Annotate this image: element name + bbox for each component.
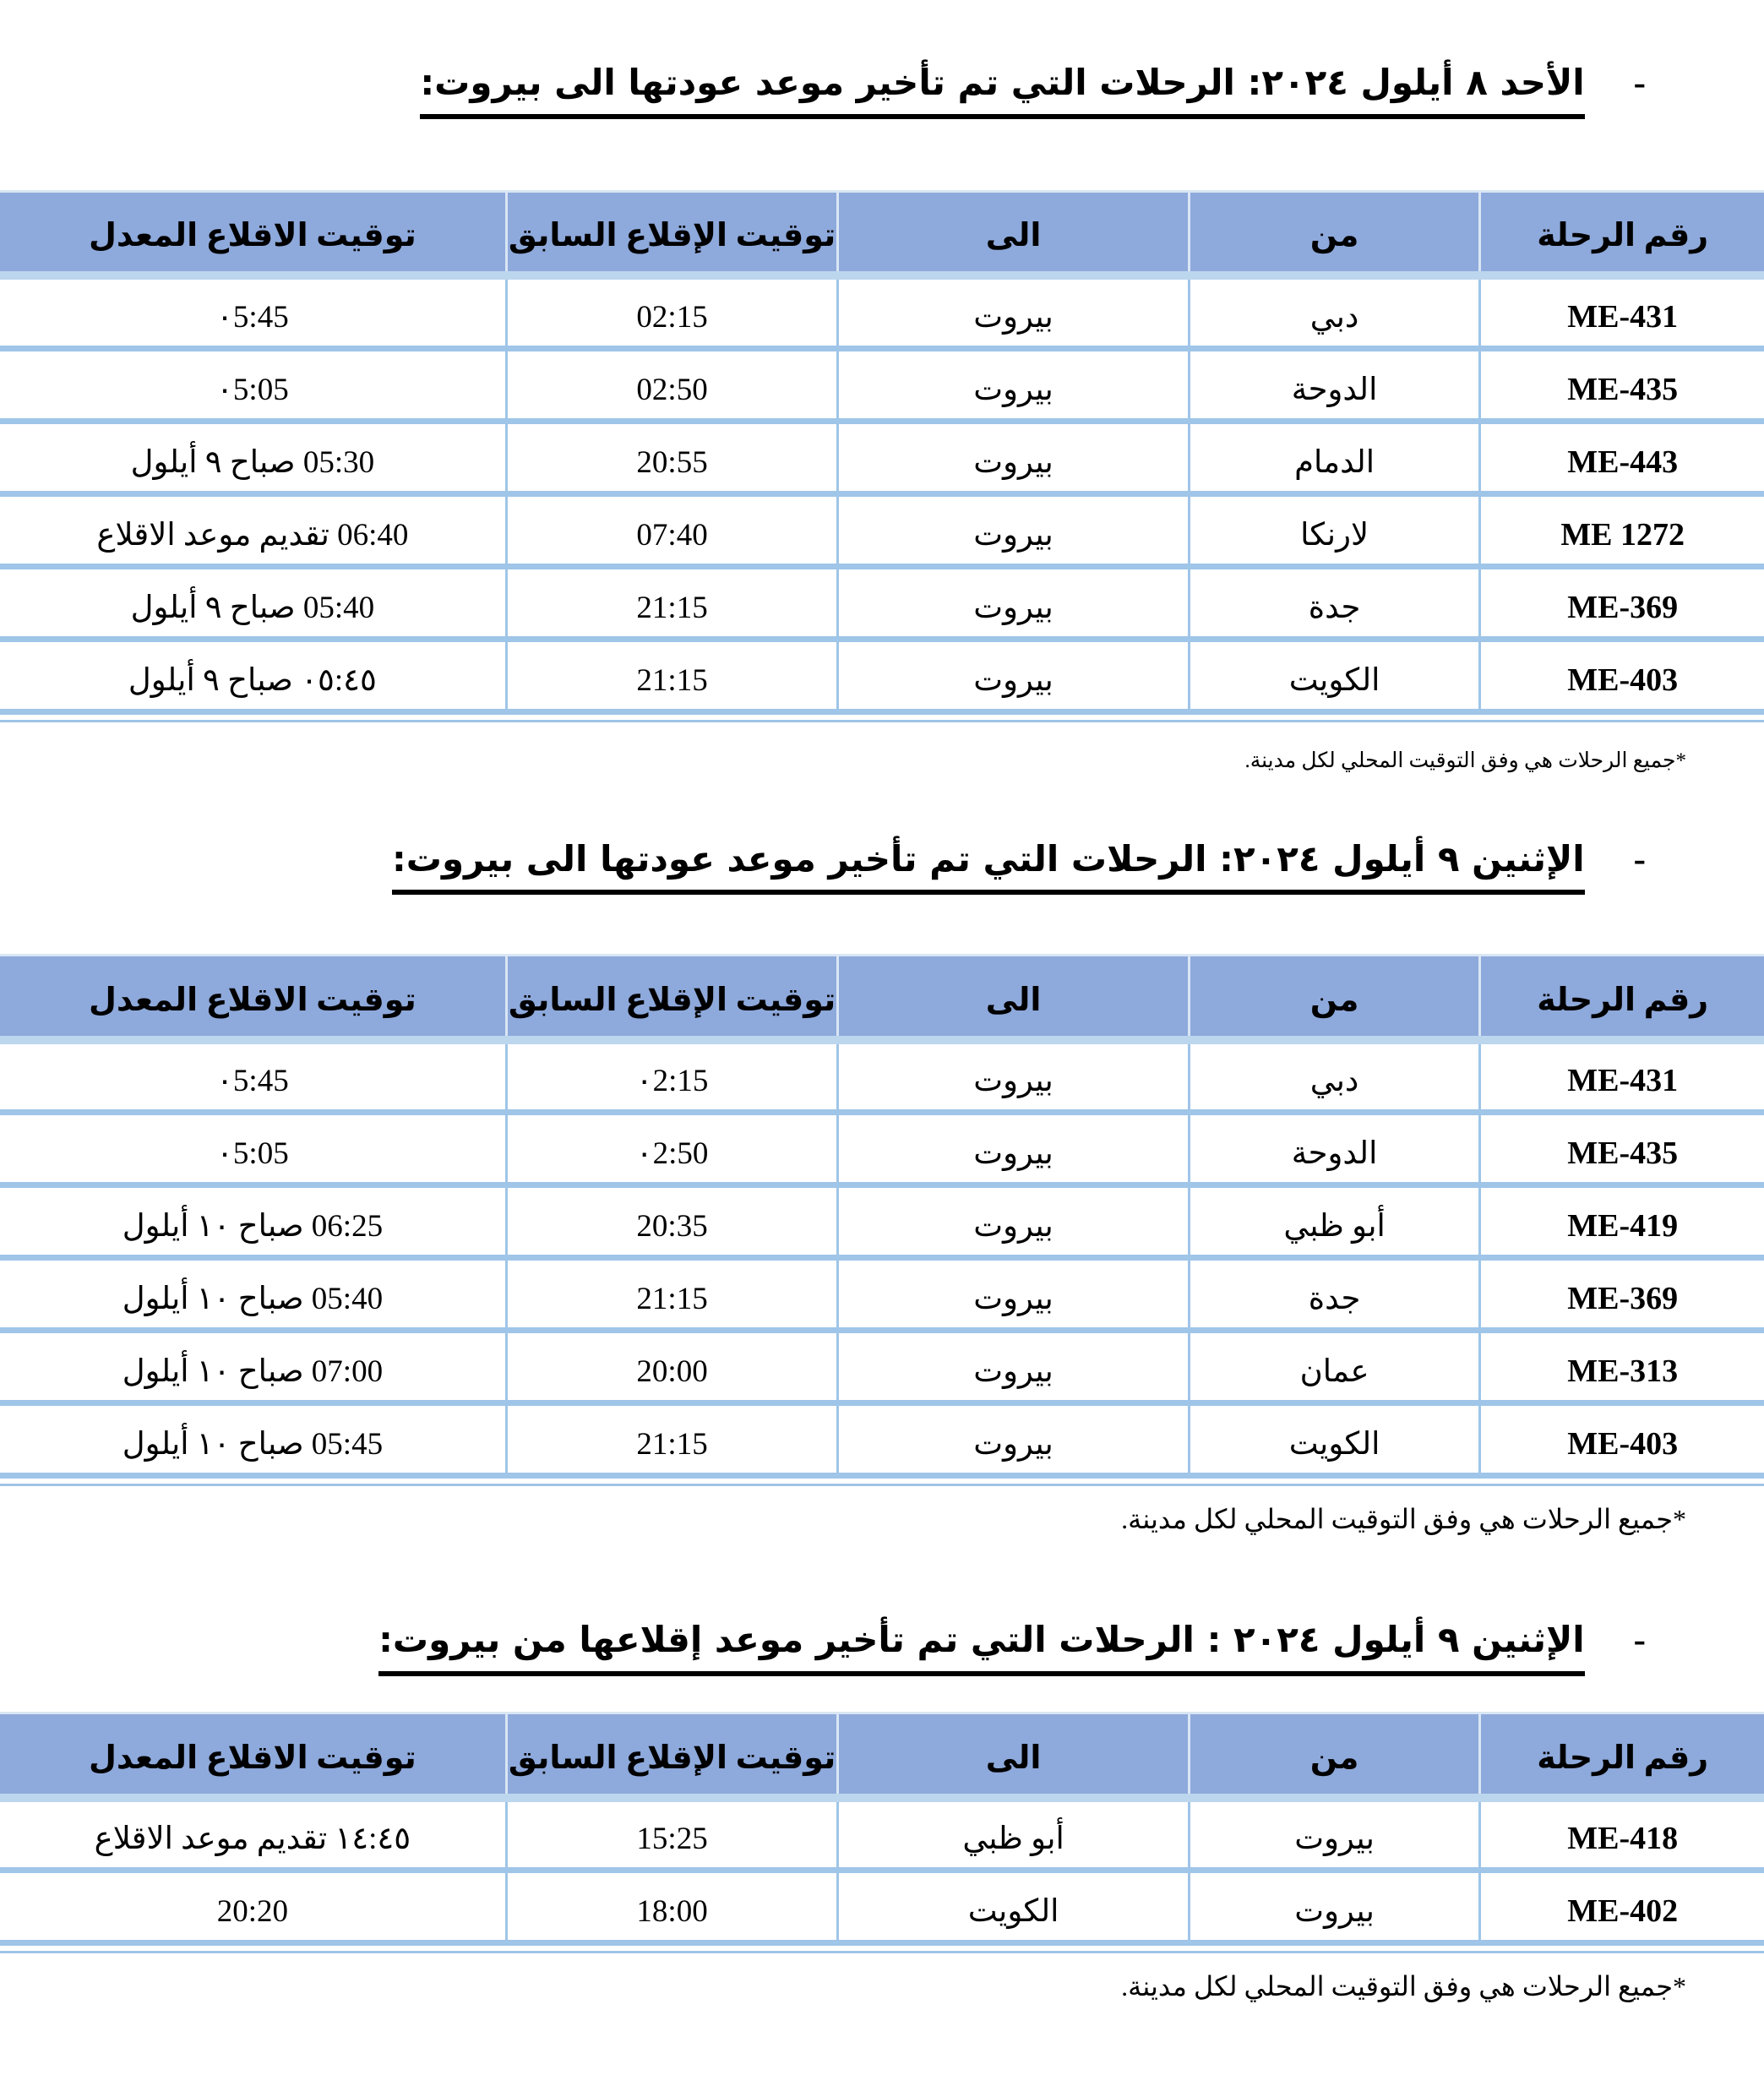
modified-time-cell: 05:40 صباح ١٠ أيلول bbox=[0, 1258, 506, 1331]
flight-number-cell: ME-402 bbox=[1480, 1871, 1764, 1943]
to-cell: بيروت bbox=[838, 1185, 1190, 1258]
to-cell: بيروت bbox=[838, 493, 1190, 566]
modified-time-cell: ٠5:05 bbox=[0, 348, 506, 421]
table-row bbox=[0, 1258, 1764, 1331]
table-row bbox=[0, 1403, 1764, 1476]
from-cell: لارنكا bbox=[1189, 493, 1480, 566]
from-cell: بيروت bbox=[1189, 1871, 1480, 1943]
bullet-dash: - bbox=[1633, 1620, 1646, 1661]
from-cell: الكويت bbox=[1189, 639, 1480, 711]
table-row bbox=[0, 348, 1764, 421]
table-row bbox=[0, 1331, 1764, 1403]
to-cell: بيروت bbox=[838, 348, 1190, 421]
flight-number-cell: ME-403 bbox=[1480, 639, 1764, 711]
previous-time-cell: 02:50 bbox=[506, 348, 838, 421]
flights-table-1 bbox=[0, 190, 1764, 715]
from-cell: دبي bbox=[1189, 1040, 1480, 1113]
previous-time-cell: 20:35 bbox=[506, 1185, 838, 1258]
section-1-title: الأحد ٨ أيلول ٢٠٢٤: الرحلات التي تم تأخير موعد عودتها الى بيروت: bbox=[420, 59, 1584, 119]
modified-time-cell: 06:25 صباح ١٠ أيلول bbox=[0, 1185, 506, 1258]
flights-table-3-wrap bbox=[0, 1712, 1764, 1953]
bullet-dash: - bbox=[1633, 63, 1646, 103]
table-header-row bbox=[0, 1713, 1764, 1798]
to-cell: الكويت bbox=[838, 1871, 1190, 1943]
to-cell: بيروت bbox=[838, 1403, 1190, 1476]
section-2-heading bbox=[0, 836, 1764, 896]
column-header-modified-time: توقيت الاقلاع المعدل bbox=[0, 956, 506, 1040]
flights-table-2-wrap bbox=[0, 954, 1764, 1486]
flights-table-1-wrap bbox=[0, 190, 1764, 722]
modified-time-cell: 06:40 تقديم موعد الاقلاع bbox=[0, 493, 506, 566]
column-header-flight-number: رقم الرحلة bbox=[1480, 191, 1764, 275]
flight-number-cell: ME-431 bbox=[1480, 275, 1764, 348]
local-time-footnote: *جميع الرحلات هي وفق التوقيت المحلي لكل مدينة. bbox=[1121, 1971, 1686, 2002]
table-row bbox=[0, 639, 1764, 711]
column-header-previous-time: توقيت الإقلاع السابق bbox=[506, 956, 838, 1040]
section-3-heading bbox=[0, 1616, 1764, 1676]
to-cell: بيروت bbox=[838, 639, 1190, 711]
table-row bbox=[0, 1871, 1764, 1943]
flight-number-cell: ME-431 bbox=[1480, 1040, 1764, 1113]
previous-time-cell: 20:55 bbox=[506, 421, 838, 493]
previous-time-cell: ٠2:50 bbox=[506, 1113, 838, 1185]
from-cell: عمان bbox=[1189, 1331, 1480, 1403]
bullet-dash: - bbox=[1633, 839, 1646, 880]
column-header-previous-time: توقيت الإقلاع السابق bbox=[506, 1713, 838, 1798]
modified-time-cell: ١٤:٤٥ تقديم موعد الاقلاع bbox=[0, 1798, 506, 1871]
previous-time-cell: 21:15 bbox=[506, 639, 838, 711]
column-header-to: الى bbox=[838, 191, 1190, 275]
modified-time-cell: 05:30 صباح ٩ أيلول bbox=[0, 421, 506, 493]
table-row bbox=[0, 566, 1764, 639]
from-cell: دبي bbox=[1189, 275, 1480, 348]
previous-time-cell: 07:40 bbox=[506, 493, 838, 566]
flight-number-cell: ME-419 bbox=[1480, 1185, 1764, 1258]
from-cell: بيروت bbox=[1189, 1798, 1480, 1871]
column-header-from: من bbox=[1189, 1713, 1480, 1798]
previous-time-cell: 21:15 bbox=[506, 566, 838, 639]
modified-time-cell: ٠5:45 bbox=[0, 275, 506, 348]
modified-time-cell: 05:40 صباح ٩ أيلول bbox=[0, 566, 506, 639]
to-cell: بيروت bbox=[838, 421, 1190, 493]
flights-table-3 bbox=[0, 1712, 1764, 1946]
local-time-footnote: *جميع الرحلات هي وفق التوقيت المحلي لكل مدينة. bbox=[1121, 1504, 1686, 1535]
to-cell: بيروت bbox=[838, 1258, 1190, 1331]
from-cell: الدمام bbox=[1189, 421, 1480, 493]
previous-time-cell: 02:15 bbox=[506, 275, 838, 348]
modified-time-cell: ٠5:05 bbox=[0, 1113, 506, 1185]
flight-number-cell: ME-403 bbox=[1480, 1403, 1764, 1476]
from-cell: جدة bbox=[1189, 1258, 1480, 1331]
from-cell: الدوحة bbox=[1189, 1113, 1480, 1185]
flight-number-cell: ME-418 bbox=[1480, 1798, 1764, 1871]
previous-time-cell: 21:15 bbox=[506, 1258, 838, 1331]
section-1-heading bbox=[0, 59, 1764, 119]
to-cell: بيروت bbox=[838, 1040, 1190, 1113]
table-row bbox=[0, 1040, 1764, 1113]
local-time-footnote: *جميع الرحلات هي وفق التوقيت المحلي لكل مدينة. bbox=[1244, 749, 1686, 772]
table-row bbox=[0, 1798, 1764, 1871]
to-cell: بيروت bbox=[838, 1113, 1190, 1185]
previous-time-cell: 21:15 bbox=[506, 1403, 838, 1476]
column-header-modified-time: توقيت الاقلاع المعدل bbox=[0, 191, 506, 275]
modified-time-cell: ٠٥:٤٥ صباح ٩ أيلول bbox=[0, 639, 506, 711]
previous-time-cell: ٠2:15 bbox=[506, 1040, 838, 1113]
previous-time-cell: 18:00 bbox=[506, 1871, 838, 1943]
to-cell: بيروت bbox=[838, 275, 1190, 348]
column-header-from: من bbox=[1189, 191, 1480, 275]
flight-number-cell: ME-313 bbox=[1480, 1331, 1764, 1403]
table-row bbox=[0, 493, 1764, 566]
table-header-row bbox=[0, 956, 1764, 1040]
previous-time-cell: 15:25 bbox=[506, 1798, 838, 1871]
from-cell: جدة bbox=[1189, 566, 1480, 639]
table-row bbox=[0, 1185, 1764, 1258]
table-row bbox=[0, 421, 1764, 493]
table-row bbox=[0, 275, 1764, 348]
column-header-flight-number: رقم الرحلة bbox=[1480, 1713, 1764, 1798]
column-header-from: من bbox=[1189, 956, 1480, 1040]
to-cell: أبو ظبي bbox=[838, 1798, 1190, 1871]
flights-table-2 bbox=[0, 954, 1764, 1479]
from-cell: الدوحة bbox=[1189, 348, 1480, 421]
from-cell: الكويت bbox=[1189, 1403, 1480, 1476]
previous-time-cell: 20:00 bbox=[506, 1331, 838, 1403]
column-header-flight-number: رقم الرحلة bbox=[1480, 956, 1764, 1040]
flight-number-cell: ME-443 bbox=[1480, 421, 1764, 493]
table-row bbox=[0, 1113, 1764, 1185]
section-2-title: الإثنين ٩ أيلول ٢٠٢٤: الرحلات التي تم تأخير موعد عودتها الى بيروت: bbox=[392, 836, 1585, 896]
modified-time-cell: 05:45 صباح ١٠ أيلول bbox=[0, 1403, 506, 1476]
flight-number-cell: ME 1272 bbox=[1480, 493, 1764, 566]
modified-time-cell: 07:00 صباح ١٠ أيلول bbox=[0, 1331, 506, 1403]
modified-time-cell: ٠5:45 bbox=[0, 1040, 506, 1113]
flight-number-cell: ME-435 bbox=[1480, 348, 1764, 421]
column-header-previous-time: توقيت الإقلاع السابق bbox=[506, 191, 838, 275]
table-header-row bbox=[0, 191, 1764, 275]
flight-number-cell: ME-435 bbox=[1480, 1113, 1764, 1185]
to-cell: بيروت bbox=[838, 566, 1190, 639]
to-cell: بيروت bbox=[838, 1331, 1190, 1403]
from-cell: أبو ظبي bbox=[1189, 1185, 1480, 1258]
flight-number-cell: ME-369 bbox=[1480, 1258, 1764, 1331]
modified-time-cell: 20:20 bbox=[0, 1871, 506, 1943]
column-header-modified-time: توقيت الاقلاع المعدل bbox=[0, 1713, 506, 1798]
section-3-title: الإثنين ٩ أيلول ٢٠٢٤ : الرحلات التي تم تأخير موعد إقلاعها من بيروت: bbox=[378, 1616, 1585, 1676]
column-header-to: الى bbox=[838, 956, 1190, 1040]
column-header-to: الى bbox=[838, 1713, 1190, 1798]
flight-number-cell: ME-369 bbox=[1480, 566, 1764, 639]
